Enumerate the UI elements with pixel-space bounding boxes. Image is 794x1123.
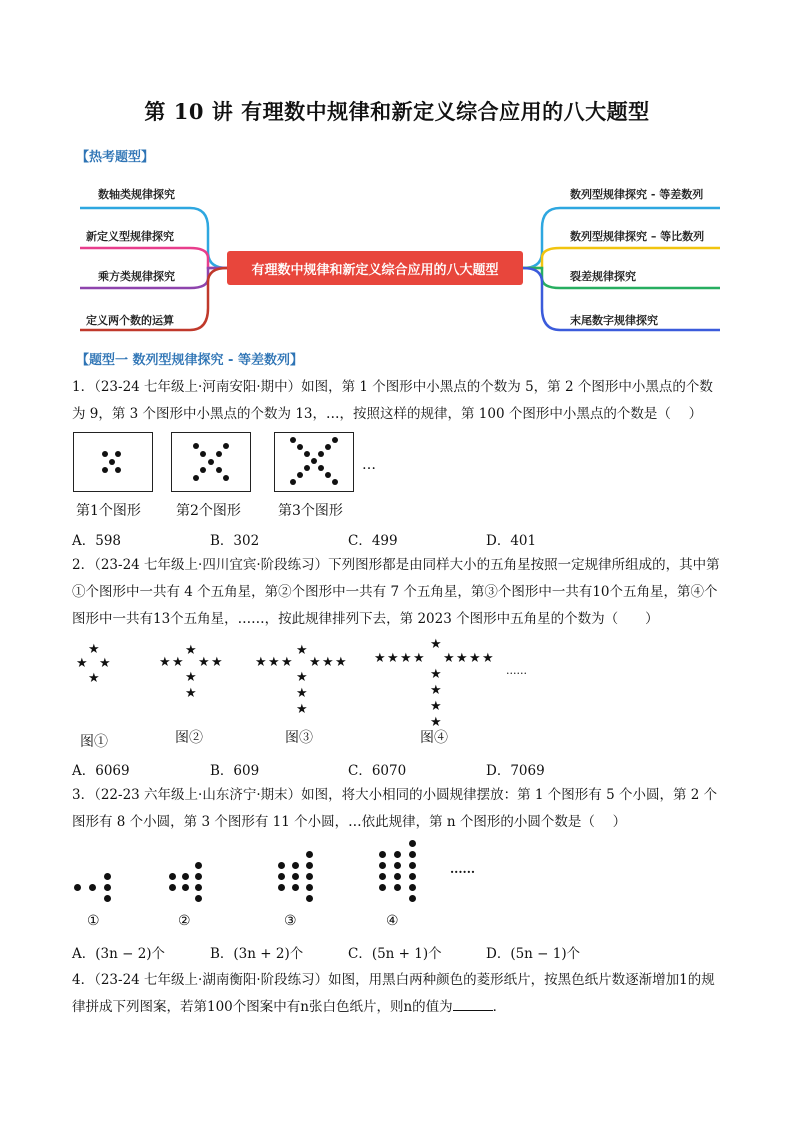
q2-caption: 图③ [285,730,313,746]
q3-option-d[interactable]: D．(5n − 1)个 [486,946,581,962]
mindmap-right-node: 数列型规律探究 - 等差数列 [570,188,704,201]
q2-caption: 图① [80,734,108,750]
question-1-text: 1．（23-24 七年级上·河南安阳·期中）如图，第 1 个图形中小黑点的个数为 5，第 2 个图形中小黑点的个数为 9，第 3 个图形中小黑点的个数为 13，…，按照这样的规律，第 100 个图形中小黑点的个数是（ ） [72,379,713,422]
mindmap [60,172,740,342]
question-4-text: 4．（23-24 七年级上·湖南衡阳·阶段练习）如图，用黑白两种颜色的菱形纸片，按黑色纸片数逐渐增加1的规律拼成下列图案，若第100个图案中有n张白色纸片，则n的值为 [72,972,715,1015]
q1-caption: 第2个图形 [176,503,241,519]
q2-ellipsis: ...... [506,664,527,677]
mindmap-right-node: 裂差规律探究 [570,270,636,283]
q3-caption: ④ [386,913,399,929]
q1-option-a[interactable]: A．598 [72,533,122,549]
mindmap-left-node: 乘方类规律探究 [98,270,175,283]
mindmap-right-node: 数列型规律探究 – 等比数列 [570,230,705,243]
q3-caption: ① [87,913,100,929]
section-heading: 【题型一 数列型规律探究 - 等差数列】 [76,353,303,368]
q1-figure-2 [171,432,251,492]
q2-option-d[interactable]: D．7069 [486,763,545,779]
q3-caption: ② [178,913,191,929]
mindmap-left-node: 新定义型规律探究 [86,230,174,243]
q3-option-c[interactable]: C．(5n + 1)个 [348,946,442,962]
q3-option-b[interactable]: B．(3n + 2)个 [210,946,304,962]
mindmap-left-node: 定义两个数的运算 [86,314,174,327]
q3-option-a[interactable]: A．(3n − 2)个 [72,946,166,962]
q1-figure-1 [73,432,153,492]
q1-option-d[interactable]: D．401 [486,533,537,549]
q3-caption: ③ [284,913,297,929]
q2-option-c[interactable]: C．6070 [348,763,407,779]
q1-option-c[interactable]: C．499 [348,533,398,549]
question-4-tail: ． [492,999,507,1015]
q3-ellipsis: ...... [450,862,476,876]
mindmap-left-node: 数轴类规律探究 [98,188,175,201]
q1-ellipsis: … [362,457,376,473]
question-2-text: 2．（23-24 七年级上·四川宜宾·阶段练习）下列图形都是由同样大小的五角星按照一定规律所组成的，其中第①个图形中一共有 4 个五角星，第②个图形中一共有 7 个五角星，第③个图形中一共有10个五角星，第④个图形中一共有13个五角星，……，按此规律排列下去，第 2023 个图形中五角星的个数为（ ） [72,557,720,627]
mindmap-right-node: 末尾数字规律探究 [570,314,658,327]
question-3-text: 3．（22-23 六年级上·山东济宁·期末）如图，将大小相同的小圆规律摆放：第 1 个图形有 5 个小圆，第 2 个图形有 8 个小圆，第 3 个图形有 11 个小圆，…依此规律，第 n 个图形的小圆个数是（ ） [72,787,718,830]
page-title: 第 10 讲 有理数中规律和新定义综合应用的八大题型 [144,99,650,124]
mindmap-center: 有理数中规律和新定义综合应用的八大题型 [227,251,523,285]
q2-option-b[interactable]: B．609 [210,763,260,779]
q2-caption: 图② [175,730,203,746]
q1-figure-3 [274,432,354,492]
q1-caption: 第3个图形 [278,503,343,519]
q1-option-b[interactable]: B．302 [210,533,260,549]
question-4 [72,967,724,1021]
q2-option-a[interactable]: A．6069 [72,763,130,779]
page: 第 10 讲 有理数中规律和新定义综合应用的八大题型 【热考题型】 数轴类规律探究 新定义型规律探究 乘方类规律探究 定义两个数的运算 有理数中规律和新定义综合应用的八大题型 数列型规律探究 - 等差数列 数列型规律探究 – 等比数列 裂差规律探究 末尾数字规律探究 【题型一 数列型规律探究 - 等差数列】 1．（23-24 七年级上·河南安阳·期中）如图，第 1 个图形中小黑点的个数为 5，第 2 个图形中小黑点的个数为 9，第 3 个图形中小黑点的个数为 13，…，按照这样的规律，第 100 个图形中小黑点的个数是（ ） … 第1个图形 第2个图形 第3个图形 A．598 B．302 C．499 D．401 2．（23-24 七年级上·四川宜宾·阶段练习）下列图形都是由同样大小的五角星按照一定规律所组成的，其中第①个图形中一共有 4 个五角星，第②个图形中一共有 7 个五角星，第③个图形中一共有10个五角星，第④个图形中一共有13个五角星，……，按此规律排列下去，第 2023 个图形中五角星的个数为（ ） ★ ★ ★ ★ ★ ★ ★ ★ ★ ★ ★ ★ ★ ★ ★ ★ ★ ★ ★ ★ ★ ★ ★ ★ ★ ★ ★ ★ ★ ★ ★ ★ ★ ★ ...... 图① 图② 图③ 图④ A．6069 B．609 C．6070 D．7069 3．（22-23 六年级上·山东济宁·期末）如图，将大小相同的小圆规律摆放：第 1 个图形有 5 个小圆，第 2 个图形有 8 个小圆，第 3 个图形有 11 个小圆，…依此规律，第 n 个图形的小圆个数是（ ） ...... ① ② ③ ④ A．(3n − 2)个 B．(3n + 2)个 C．(5n + 1)个 D．(5n − 1)个 4．（23-24 七年级上·湖南衡阳·阶段练习）如图，用黑白两种颜色的菱形纸片，按黑色纸片数逐渐增加1的规律拼成下列图案，若第100个图案中有n张白色纸片，则n的值为 ． [0,0,794,1123]
hot-label: 【热考题型】 [76,150,155,165]
answer-blank[interactable] [453,996,493,1011]
q1-caption: 第1个图形 [76,503,141,519]
q2-caption: 图④ [420,730,448,746]
